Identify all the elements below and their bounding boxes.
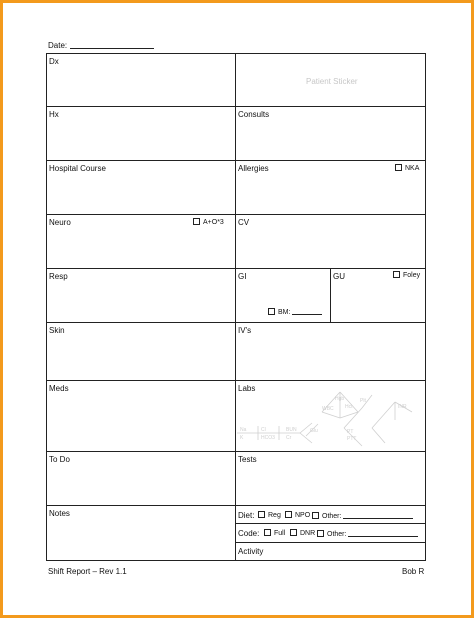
allergies-label: Allergies xyxy=(238,164,269,173)
nka-label: NKA xyxy=(405,165,420,172)
gu-label: GU xyxy=(333,272,345,281)
dnr-label: DNR xyxy=(300,530,316,537)
lab-na: Na xyxy=(240,427,247,433)
todo-label: To Do xyxy=(49,455,70,464)
hospital-course-label: Hospital Course xyxy=(49,164,106,173)
ivs-label: IV's xyxy=(238,326,252,335)
lab-cr: Cr xyxy=(286,435,292,441)
bm-label: BM: xyxy=(278,309,291,316)
lab-wbc: WBC xyxy=(322,406,334,412)
consults-label: Consults xyxy=(238,110,270,119)
npo-label: NPO xyxy=(295,512,311,519)
cv-label: CV xyxy=(238,218,250,227)
foley-label: Foley xyxy=(403,272,421,279)
hx-label: Hx xyxy=(49,110,59,119)
date-label: Date: xyxy=(48,41,68,50)
code-other-label: Other: xyxy=(327,531,347,538)
lab-hgb: Hgb xyxy=(335,396,345,402)
skin-label: Skin xyxy=(49,326,65,335)
meds-label: Meds xyxy=(49,384,69,393)
lab-bun: BUN xyxy=(286,427,297,433)
gi-label: GI xyxy=(238,272,247,281)
aox3-label: A+O*3 xyxy=(203,219,224,226)
lab-inr: INR xyxy=(398,404,407,410)
diet-label: Diet: xyxy=(238,511,255,520)
lab-cl: Cl xyxy=(261,427,266,433)
lab-hct: Hct xyxy=(345,404,353,410)
lab-ptt: PTT xyxy=(347,436,357,442)
footer-author: Bob R xyxy=(402,567,425,576)
full-label: Full xyxy=(274,530,286,537)
reg-label: Reg xyxy=(268,512,281,519)
notes-label: Notes xyxy=(49,509,70,518)
lab-k: K xyxy=(240,435,244,441)
tests-label: Tests xyxy=(238,455,257,464)
patient-sticker-label: Patient Sticker xyxy=(306,77,358,86)
labs-label: Labs xyxy=(238,384,256,393)
neuro-label: Neuro xyxy=(49,218,71,227)
lab-plt: Plt xyxy=(360,398,366,404)
activity-label: Activity xyxy=(238,547,264,556)
footer-title: Shift Report – Rev 1.1 xyxy=(48,567,127,576)
dx-label: Dx xyxy=(49,57,59,66)
lab-hco3: HCO3 xyxy=(261,435,275,441)
lab-pt: PT xyxy=(347,429,354,435)
resp-label: Resp xyxy=(49,272,68,281)
code-label: Code: xyxy=(238,529,260,538)
diet-other-label: Other: xyxy=(322,513,342,520)
lab-glu: Glu xyxy=(310,428,318,434)
